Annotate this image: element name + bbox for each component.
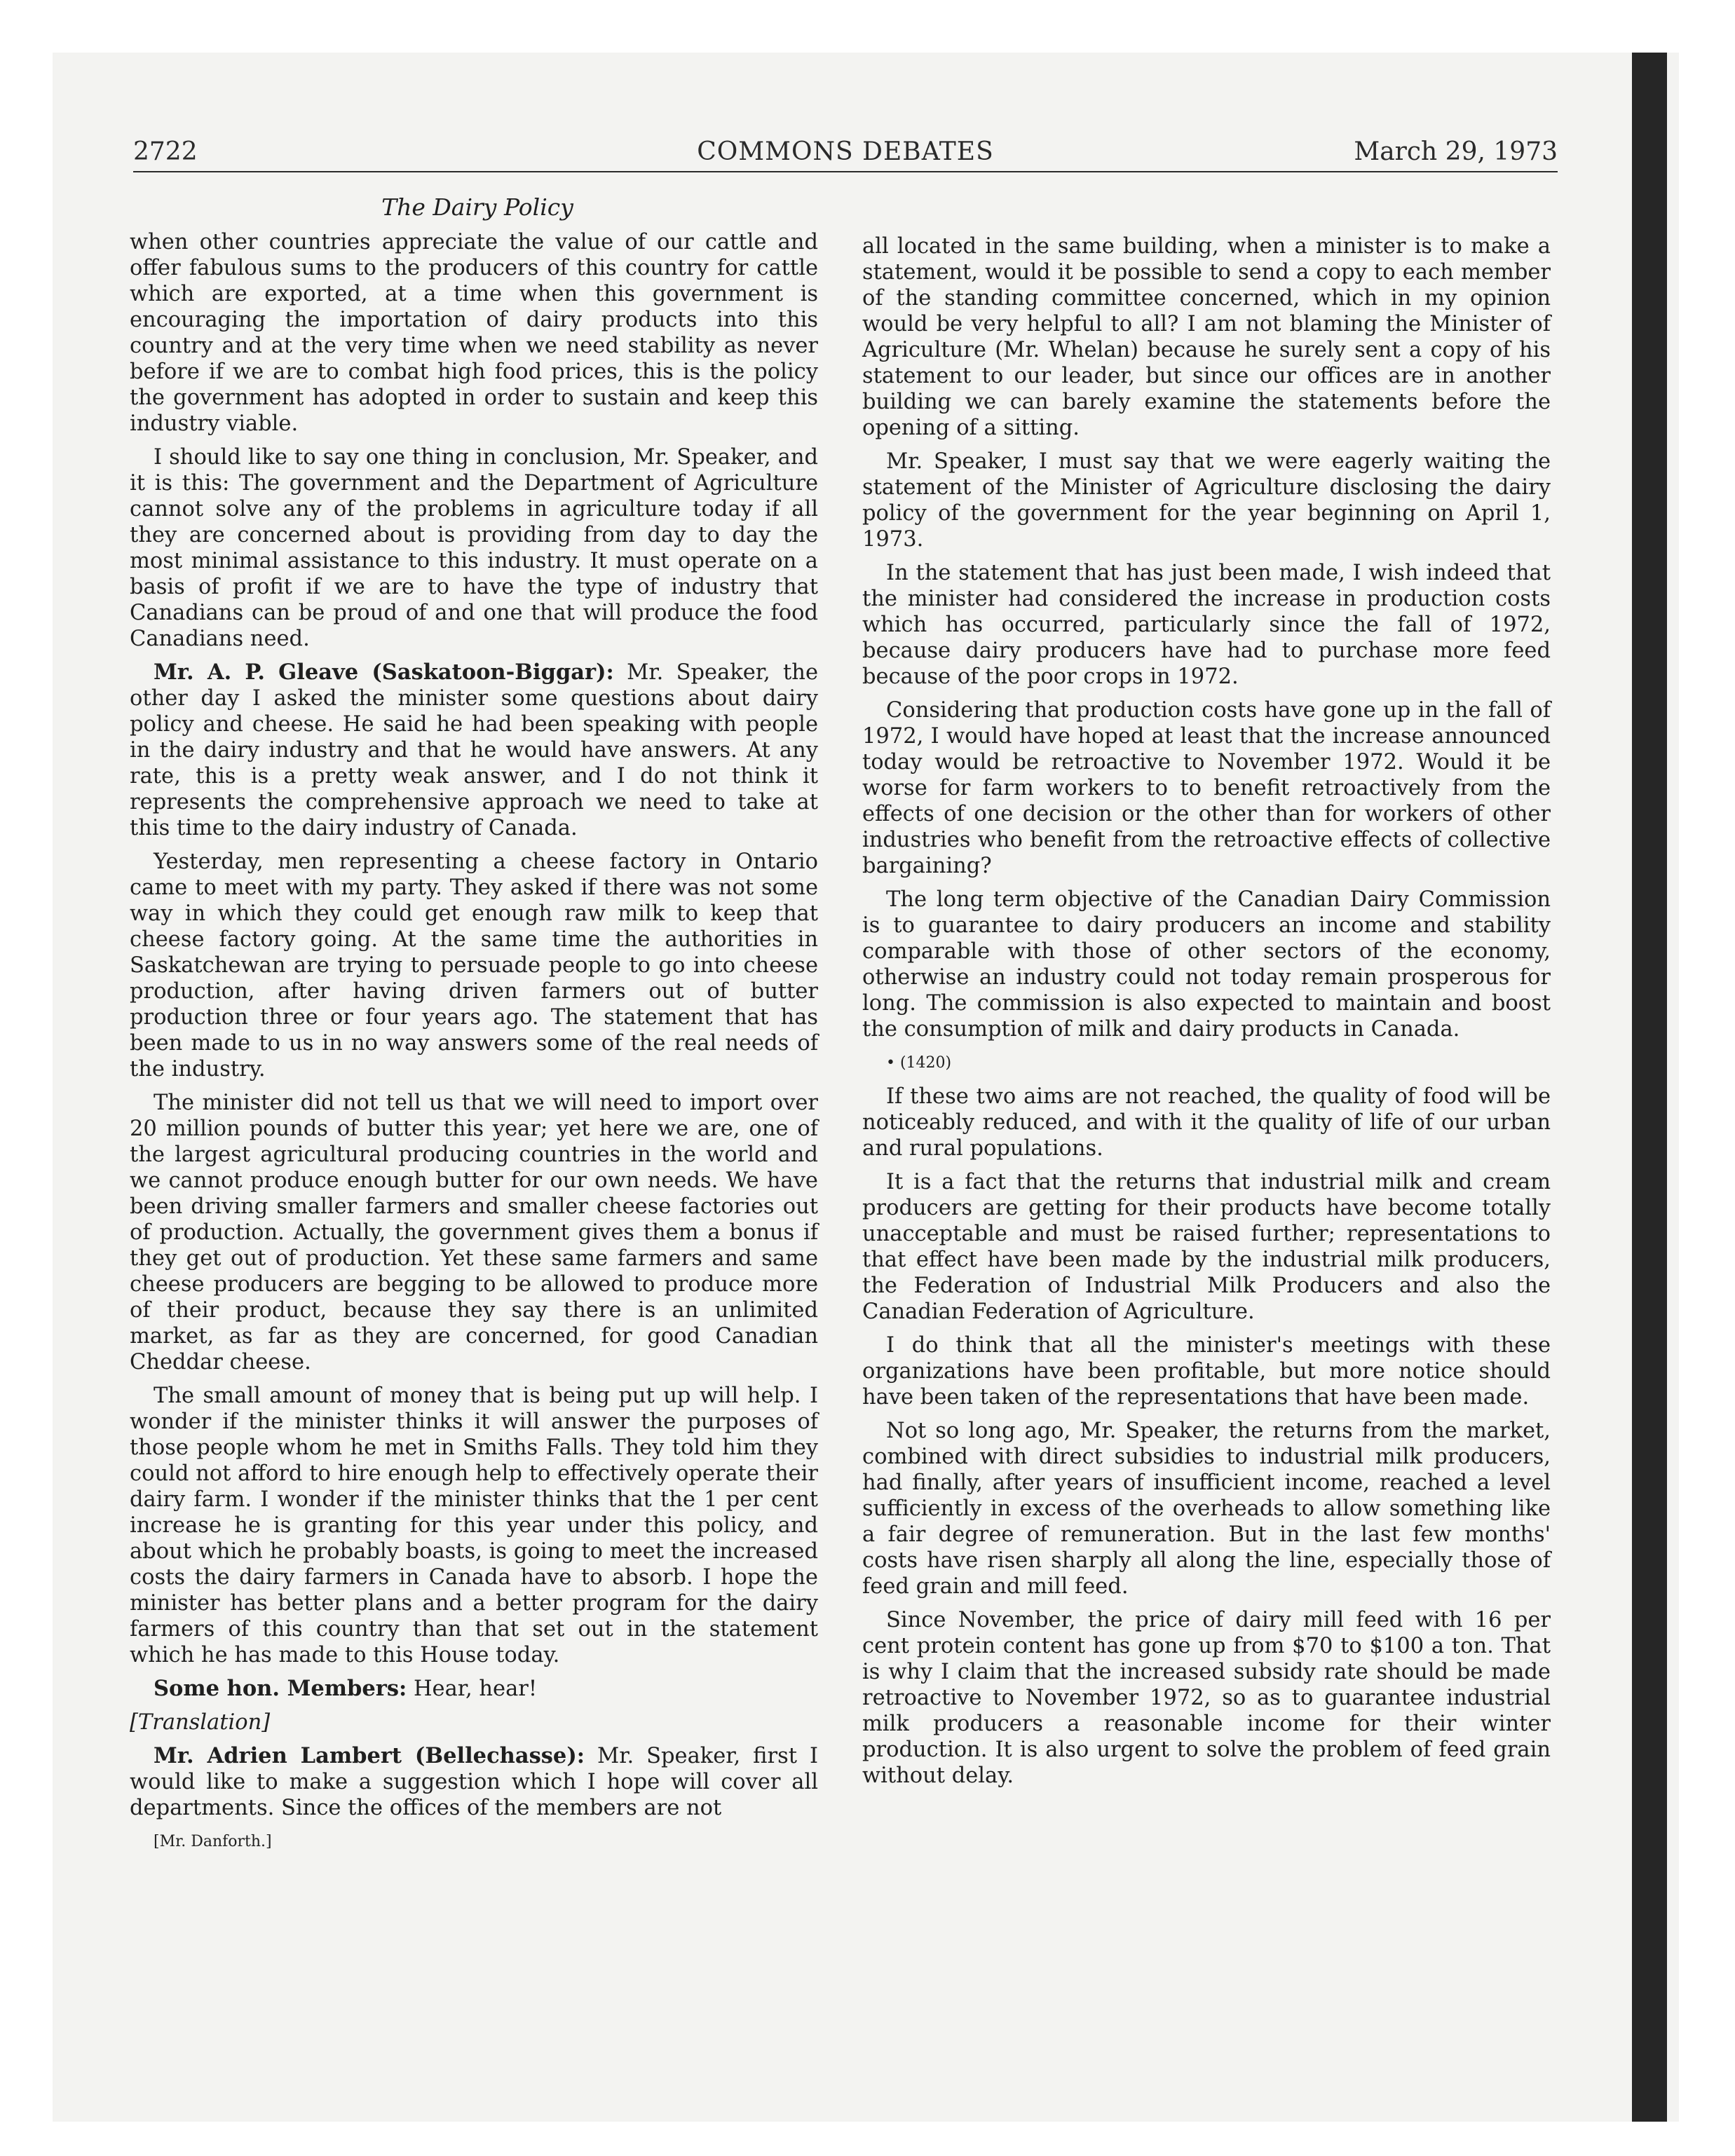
section-subheading: The Dairy Policy (381, 193, 573, 221)
paragraph: Not so long ago, Mr. Speaker, the returns from the market, combined with direct subsidies to industrial milk producers, had finally, after years of insufficient income, reached a level sufficiently in excess of the overheads to allow something like a fair degree of remuneration. But in the last few months' costs have risen sharply all along the line, especially those of feed grain and mill feed. (862, 1419, 1551, 1599)
paragraph: Yesterday, men representing a cheese factory in Ontario came to meet with my party. They asked if there was not some way in which they could get enough raw milk to keep that cheese factory going. At the same time the authorities in Saskatchewan are trying to persuade people to go into cheese production, after having driven farmers out of butter production three or four years ago. The statement that has been made to us in no way answers some of the real needs of the industry. (130, 850, 818, 1082)
paragraph: In the statement that has just been made, I wish indeed that the minister had considered the increase in production costs which has occurred, particularly since the fall of 1972, because dairy producers have had to purchase more feed because of the poor crops in 1972. (862, 561, 1551, 689)
paragraph: all located in the same building, when a minister is to make a statement, would it be possible to send a copy to each member of the standing committee concerned, which in my opinion would be very helpful to all? I am not blaming the Minister of Agriculture (Mr. Whelan) because he surely sent a copy of his statement to our leader, but since our offices are in another building we can barely examine the statements before the opening of a sitting. (862, 234, 1551, 440)
page-date: March 29, 1973 (1354, 137, 1558, 166)
page-number: 2722 (133, 137, 198, 166)
paragraph (130, 660, 818, 841)
paragraph: The minister did not tell us that we will need to import over 20 million pounds of butter this year; yet here we are, one of the largest agricultural producing countries in the world and we cannot produce enough butter for our own needs. We have been driving smaller farmers and smaller cheese factories out of production. Actually, the government gives them a bonus if they get out of production. Yet these same farmers and same cheese producers are begging to be allowed to produce more of their product, because they say there is an unlimited market, as far as they are concerned, for good Canadian Cheddar cheese. (130, 1091, 818, 1374)
speaker-name: Mr. A. P. Gleave (Saskatoon-Biggar): (154, 660, 614, 685)
paragraph: I should like to say one thing in conclusion, Mr. Speaker, and it is this: The government and the Department of Agriculture cannot solve any of the problems in agriculture today if all they are concerned about is providing from day to day the most minimal assistance to this industry. It must operate on a basis of profit if we are to have the type of industry that Canadians can be proud of and one that will produce the food Canadians need. (130, 445, 818, 651)
left-column (130, 229, 818, 1862)
paragraph: It is a fact that the returns that industrial milk and cream producers are getting for their products have become totally unacceptable and must be raised further; representations to that effect have been made by the industrial milk producers, the Federation of Industrial Milk Producers and also the Canadian Federation of Agriculture. (862, 1170, 1551, 1324)
paragraph: Since November, the price of dairy mill feed with 16 per cent protein content has gone up from $70 to $100 a ton. That is why I claim that the increased subsidy rate should be made retroactive to November 1972, so as to guarantee industrial milk producers a reasonable income for their winter production. It is also urgent to solve the problem of feed grain without delay. (862, 1608, 1551, 1788)
paragraph (130, 1743, 818, 1821)
speaker-name: Mr. Adrien Lambert (Bellechasse): (154, 1743, 585, 1768)
paragraph: Considering that production costs have gone up in the fall of 1972, I would have hoped at least that the increase announced today would be retroactive to November 1972. Would it be worse for farm workers to to benefit retroactively from the effects of one decision or the other than for workers of other industries who benefit from the retroactive effects of collective bargaining? (862, 698, 1551, 878)
publication-title: COMMONS DEBATES (697, 137, 994, 166)
speech-text: Mr. Speaker, the other day I asked the minister some questions about dairy policy and cheese. He said he had been speaking with people in the dairy industry and that he would have answers. At any rate, this is a pretty weak answer, and I do not think it represents the comprehensive approach we need to take at this time to the dairy industry of Canada. (130, 660, 819, 840)
speech-text: Hear, hear! (407, 1677, 538, 1701)
footer-note: [Mr. Danforth.] (154, 1833, 272, 1850)
paragraph: The long term objective of the Canadian Dairy Commission is to guarantee to dairy producers an income and stability comparable with those of other sectors of the economy, otherwise an industry could not today remain prosperous for long. The commission is also expected to maintain and boost the consumption of milk and dairy products in Canada. (862, 887, 1551, 1042)
right-column (862, 233, 1551, 1796)
time-marker: • (1420) (886, 1054, 952, 1072)
translation-note: [Translation] (130, 1710, 271, 1735)
paragraph: I do think that all the minister's meetings with these organizations have been profitable, but more notice should have been taken of the representations that have been made. (862, 1333, 1551, 1410)
speaker-name: Some hon. Members: (154, 1676, 407, 1701)
speech-text: Mr. Speaker, first I would like to make a suggestion which I hope will cover all departments. Since the offices of the members are not (130, 1744, 818, 1820)
paragraph (130, 1676, 818, 1702)
paragraph: when other countries appreciate the value of our cattle and offer fabulous sums to the producers of this country for cattle which are exported, at a time when this government is encouraging the importation of dairy products into this country and at the very time when we need stability as never before if we are to combat high food prices, this is the policy the government has adopted in order to sustain and keep this industry viable. (130, 230, 818, 436)
page-header (133, 137, 1558, 172)
paragraph: The small amount of money that is being put up will help. I wonder if the minister thinks it will answer the purposes of those people whom he met in Smiths Falls. They told him they could not afford to hire enough help to effectively operate their dairy farm. I wonder if the minister thinks that the 1 per cent increase he is granting for this year under this policy, and about which he probably boasts, is going to meet the increased costs the dairy farmers in Canada have to absorb. I hope the minister has better plans and a better program for the dairy farmers of this country than that set out in the statement which he has made to this House today. (130, 1384, 818, 1667)
paragraph: If these two aims are not reached, the quality of food will be noticeably reduced, and with it the quality of life of our urban and rural populations. (862, 1084, 1551, 1161)
scan-edge-bar (1632, 53, 1667, 2122)
paragraph: Mr. Speaker, I must say that we were eagerly waiting the statement of the Minister of Agriculture disclosing the dairy policy of the government for the year beginning on April 1, 1973. (862, 449, 1551, 552)
